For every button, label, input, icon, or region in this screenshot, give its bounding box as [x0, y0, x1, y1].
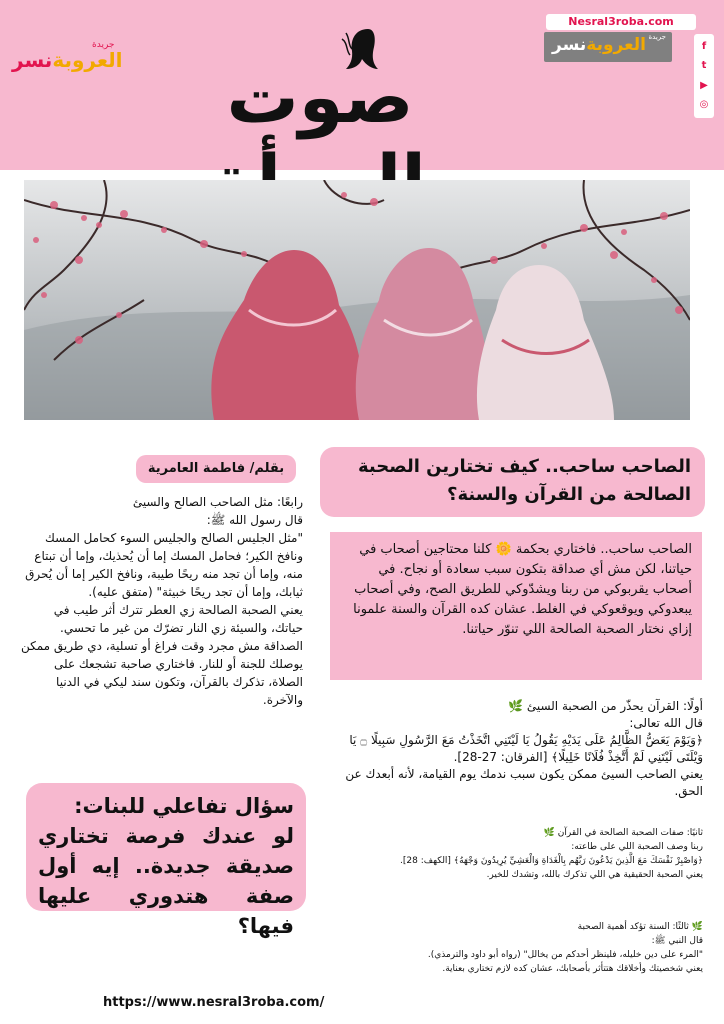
newspaper-logo-left[interactable] [12, 40, 122, 80]
magazine-title: صوت [226, 55, 414, 139]
quran-verse: ﴿وَيَوْمَ يَعَضُّ الظَّالِمُ عَلَى يَدَيْهِ يَقُولُ يَا لَيْتَنِي اتَّخَذْتُ مَعَ الرَّسُولِ سَبِيلًا ۝ يَا وَيْلَتَى لَيْتَنِي لَمْ أَتَّخِذْ فُلَانًا خَلِيلًا﴾ [الفرقان: 27-28]. [349, 733, 703, 764]
quran-verse: ﴿وَاصْبِرْ نَفْسَكَ مَعَ الَّذِينَ يَدْعُونَ رَبَّهُم بِالْغَدَاةِ وَالْعَشِيِّ يُرِيدُونَ وَجْهَهُ﴾ [الكهف: 28]. [400, 856, 703, 866]
logo-main-label: العروبةنسر [12, 48, 123, 72]
interactive-question-box [26, 783, 306, 938]
site-url-badge[interactable]: Nesral3roba.com [546, 14, 696, 30]
article-intro-box [330, 532, 702, 680]
question-body: لو عندك فرصة تختاري صديقة جديدة.. إيه أول صفة هتدوري عليها فيها؟ [38, 824, 294, 938]
logo-small-label: جريدة [648, 33, 666, 41]
facebook-icon[interactable]: f [701, 40, 707, 52]
instagram-icon[interactable]: ◎ [699, 99, 709, 111]
section-intro-line: ربنا وصف الصحبة اللي على طاعته: [571, 842, 703, 852]
hadith-quote: "مثل الجليس الصالح والجليس السوء كحامل المسك ونافخ الكير؛ فحامل المسك إما أن يُحذيك، وإما أن تبتاع منه، وإما أن تجد منه ريحًا طيبة، ونافخ الكير إما أن يُحرق ثيابك، وإما أن تجد ريحًا خبيثة" (متفق عليه). [25, 531, 303, 599]
question-title: سؤال تفاعلي للبنات: [74, 794, 294, 818]
hero-photo [24, 180, 690, 420]
header-band [0, 0, 724, 170]
section-explanation: الصداقة مش مجرد وقت فراغ أو تسلية، دي طريق ممكن يوصلك للجنة أو للنار. فاختاري صاحبة تشجعك على الصلاة، تذكرك بالقرآن، وتكون سند ليكي في الدنيا والآخرة. [20, 639, 303, 707]
left-column-text [18, 493, 303, 709]
women-blossom-illustration [24, 180, 690, 420]
section-intro-line: قال رسول الله ﷺ: [206, 513, 303, 527]
social-links [694, 34, 714, 118]
author-byline: بقلم/ فاطمة العامرية [136, 455, 296, 483]
footer-website-link[interactable]: https://www.nesral3roba.com/ [103, 995, 325, 1010]
article-section-2 [330, 826, 703, 882]
section-explanation: يعني الصحبة الحقيقية هي اللي تذكرك بالله، وتشدك للخير. [486, 870, 703, 880]
section-heading: أولًا: القرآن يحذّر من الصحبة السيئ 🌿 [508, 699, 703, 713]
section-explanation: يعني الصحبة الصالحة زي العطر تترك أثر طيب في حياتك، والسيئة زي النار تضرّك من غير ما تحسي. [53, 603, 303, 635]
logo-main-label: العروبةنسر [552, 35, 646, 55]
section-heading: 🌿 ثالثًا: السنة تؤكد أهمية الصحبة [577, 922, 703, 932]
section-intro-line: قال النبي ﷺ: [651, 936, 703, 946]
section-intro-line: قال الله تعالى: [629, 716, 703, 730]
newspaper-logo-right[interactable] [544, 32, 672, 62]
article-section-1 [338, 698, 703, 800]
section-explanation: يعني شخصيتك وأخلاقك هتتأثر بأصحابك، عشان كده لازم تختاري بعناية. [442, 964, 703, 974]
article-section-3 [330, 920, 703, 976]
logo-small-label: جريدة [92, 40, 115, 50]
youtube-icon[interactable]: ▶ [700, 79, 708, 91]
section-explanation: يعني الصاحب السيئ ممكن يكون سبب ندمك يوم القيامة، لأنه أبعدك عن الحق. [345, 767, 703, 798]
section-heading: رابعًا: مثل الصاحب الصالح والسيئ [132, 495, 303, 509]
article-title: الصاحب ساحب.. كيف تختارين الصحبة الصالحة من القرآن والسنة؟ [320, 447, 705, 517]
section-heading: ثانيًا: صفات الصحبة الصالحة في القرآن 🌿 [543, 828, 703, 838]
article-intro: الصاحب ساحب.. فاختاري بحكمة 🌼 كلنا محتاجين أصحاب في حياتنا، لكن مش أي صداقة بتكون سبب سعادة أو نجاح. في أصحاب يقربوكي من ربنا ويشدّوكي للطريق الصح، وفي أصحاب يبعدوكي ويوقعوكي في الغلط. عشان كده القرآن والسنة علمونا إزاي نختار الصحبة الصالحة اللي تنوّر حياتنا. [353, 542, 692, 637]
twitter-icon[interactable]: t [701, 60, 707, 72]
hadith-quote: "المرء على دين خليله، فلينظر أحدكم من يخالل" (رواه أبو داود والترمذي). [427, 950, 703, 960]
